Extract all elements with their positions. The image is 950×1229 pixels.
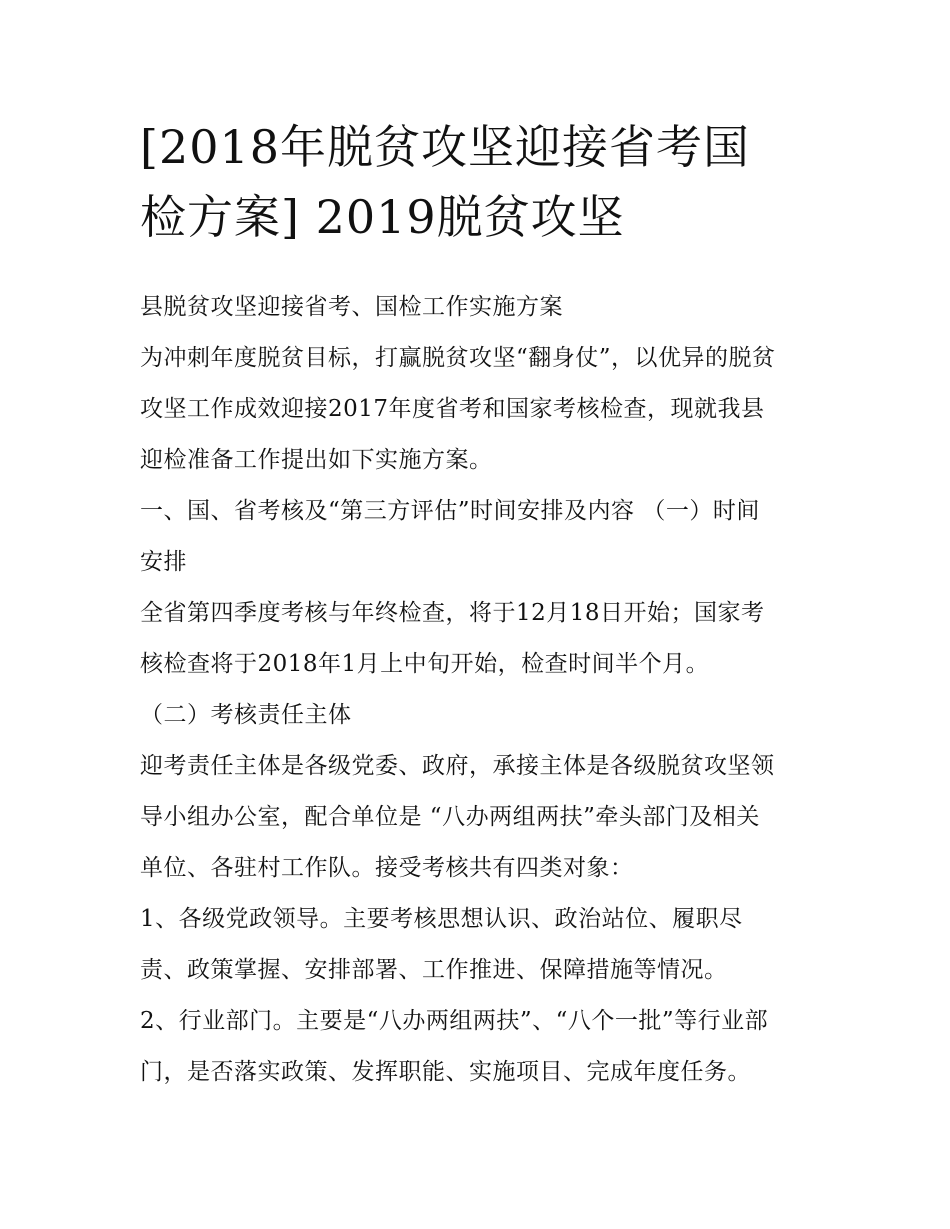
list-item-line: 1、各级党政领导。主要考核思想认识、政治站位、履职尽 [140,906,743,932]
body-line: 单位、各驻村工作队。接受考核共有四类对象： [140,855,634,881]
section-heading-line: 一、国、省考核及“第三方评估”时间安排及内容 （一）时间 [140,498,760,524]
subsection-heading-line: （二）考核责任主体 [140,702,352,728]
body-line: 为冲刺年度脱贫目标，打赢脱贫攻坚“翻身仗”，以优异的脱贫 [140,345,776,371]
body-line: 迎考责任主体是各级党委、政府，承接主体是各级脱贫攻坚领 [140,753,775,779]
body-line: 导小组办公室，配合单位是 “八办两组两扶”牵头部门及相关 [140,804,760,830]
body-line: 核检查将于2018年1月上中旬开始，检查时间半个月。 [140,651,710,677]
subtitle-line: 县脱贫攻坚迎接省考、国检工作实施方案 [140,294,563,320]
list-item-line: 责、政策掌握、安排部署、工作推进、保障措施等情况。 [140,957,728,983]
body-line: 攻坚工作成效迎接2017年度省考和国家考核检查，现就我县 [140,396,765,422]
document-body [140,282,830,1098]
body-line: 迎检准备工作提出如下实施方案。 [140,447,493,473]
title-line-1: [2018年脱贫攻坚迎接省考国 [140,120,751,174]
title-line-2: 检方案] 2019脱贫攻坚 [140,190,625,244]
list-item-line: 门，是否落实政策、发挥职能、实施项目、完成年度任务。 [140,1059,751,1085]
section-heading-line: 安排 [140,549,187,575]
document-title [140,112,830,252]
body-line: 全省第四季度考核与年终检查，将于12月18日开始；国家考 [140,600,765,626]
list-item-line: 2、行业部门。主要是“八办两组两扶”、“八个一批”等行业部 [140,1008,769,1034]
